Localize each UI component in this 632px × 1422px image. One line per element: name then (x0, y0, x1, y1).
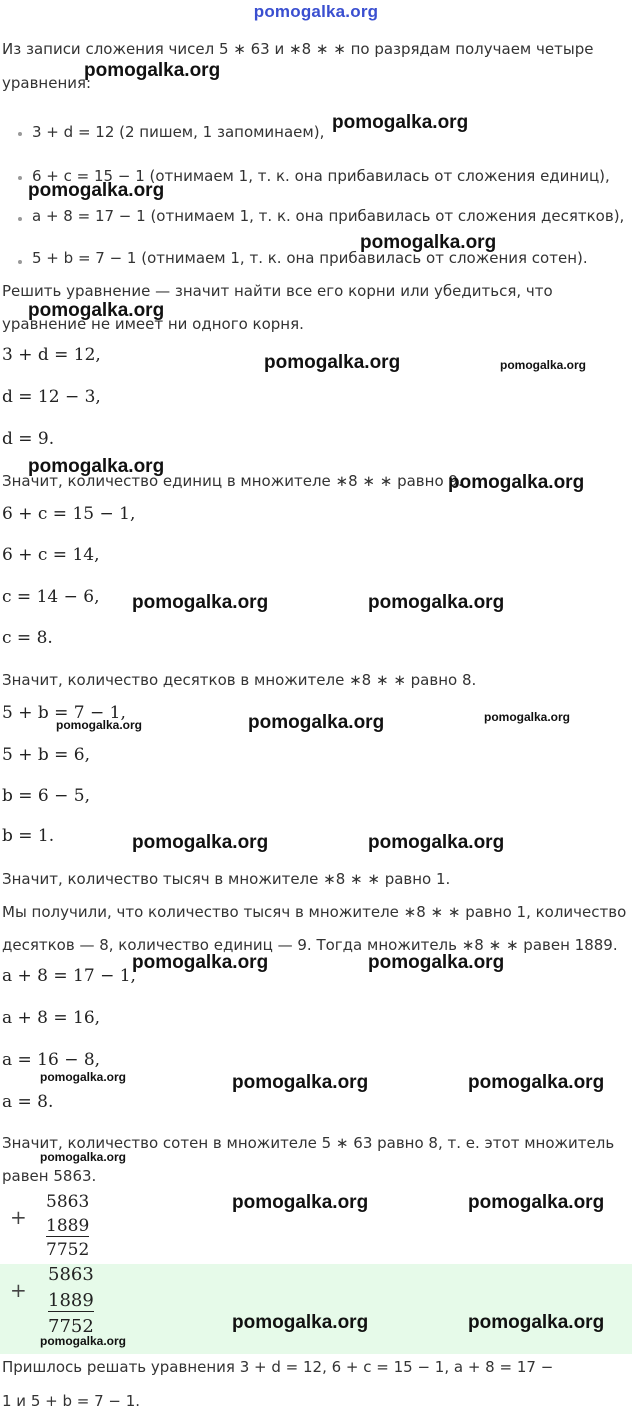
watermark: pomogalka.org (84, 60, 221, 81)
equation-line: 3 + d = 12, (2, 345, 101, 365)
watermark: pomogalka.org (468, 1192, 605, 1213)
bullet-item: 5 + b = 7 − 1 (отнимаем 1, т. к. она прибавилась от сложения сотен). (32, 249, 588, 267)
equation-line: 5 + b = 7 − 1, (2, 703, 126, 723)
equation-line: b = 6 − 5, (2, 786, 91, 806)
addend-2: 1889 (48, 1290, 94, 1311)
watermark: pomogalka.org (368, 592, 505, 613)
conclusion-c: Значит, количество десятков в множителе ∗8 ∗ ∗ равно 8. (2, 671, 477, 689)
equation-line: d = 9. (2, 429, 55, 449)
watermark: pomogalka.org (484, 710, 571, 724)
watermark: pomogalka.org (500, 358, 587, 372)
watermark: pomogalka.org (368, 832, 505, 853)
watermark: pomogalka.org (232, 1192, 369, 1213)
bullet-item: a + 8 = 17 − 1 (отнимаем 1, т. к. она прибавилась от сложения десятков), (32, 207, 625, 225)
equation-line: b = 1. (2, 826, 55, 846)
equation-line: a = 16 − 8, (2, 1050, 101, 1070)
site-watermark-header: pomogalka.org (253, 2, 379, 21)
equation-line: 6 + c = 15 − 1, (2, 504, 136, 524)
watermark: pomogalka.org (360, 232, 497, 253)
watermark: pomogalka.org (132, 592, 269, 613)
intro-line-1: Из записи сложения чисел 5 ∗ 63 и ∗8 ∗ ∗ по разрядам получаем четыре (2, 40, 594, 58)
equation-line: 5 + b = 6, (2, 745, 91, 765)
watermark: pomogalka.org (232, 1312, 369, 1333)
bullet-dot (18, 217, 22, 221)
watermark: pomogalka.org (264, 352, 401, 373)
conclusion-a-line-2: равен 5863. (2, 1167, 97, 1185)
conclusion-b: Значит, количество тысяч в множителе ∗8 ∗ ∗ равно 1. (2, 870, 451, 888)
bullet-dot (18, 176, 22, 180)
equation-line: a + 8 = 16, (2, 1008, 101, 1028)
watermark: pomogalka.org (332, 112, 469, 133)
watermark: pomogalka.org (28, 456, 165, 477)
watermark: pomogalka.org (28, 180, 165, 201)
equation-line: d = 12 − 3, (2, 387, 101, 407)
watermark: pomogalka.org (448, 472, 585, 493)
watermark: pomogalka.org (248, 712, 385, 733)
addend-1: 5863 (48, 1264, 94, 1285)
intro-line-2: уравнения: (2, 74, 92, 92)
watermark: pomogalka.org (468, 1072, 605, 1093)
bullet-item: 3 + d = 12 (2 пишем, 1 запоминаем), (32, 123, 325, 141)
final-line-1: Пришлось решать уравнения 3 + d = 12, 6 + c = 15 − 1, a + 8 = 17 − (2, 1358, 554, 1376)
sum: 7752 (46, 1240, 90, 1260)
final-line-2: 1 и 5 + b = 7 − 1. (2, 1392, 141, 1410)
definition-line-2: уравнение не имеет ни одного корня. (2, 315, 304, 333)
equation-line: a = 8. (2, 1092, 54, 1112)
summary-line-2: десятков — 8, количество единиц — 9. Тогда множитель ∗8 ∗ ∗ равен 1889. (2, 936, 618, 954)
addend-2: 1889 (46, 1216, 90, 1236)
watermark: pomogalka.org (40, 1150, 127, 1164)
bullet-item: 6 + c = 15 − 1 (отнимаем 1, т. к. она прибавилась от сложения единиц), (32, 167, 610, 185)
watermark: pomogalka.org (232, 1072, 369, 1093)
conclusion-a-line-1: Значит, количество сотен в множителе 5 ∗ 63 равно 8, т. е. этот множитель (2, 1134, 615, 1152)
watermark: pomogalka.org (40, 1334, 127, 1348)
watermark: pomogalka.org (132, 952, 269, 973)
addend-1: 5863 (46, 1192, 90, 1212)
plus-sign: + (10, 1205, 27, 1229)
conclusion-d: Значит, количество единиц в множителе ∗8 ∗ ∗ равно 9. (2, 472, 463, 490)
summary-line-1: Мы получили, что количество тысяч в множителе ∗8 ∗ ∗ равно 1, количество (2, 903, 627, 921)
watermark: pomogalka.org (132, 832, 269, 853)
watermark: pomogalka.org (56, 718, 143, 732)
watermark: pomogalka.org (40, 1070, 127, 1084)
equation-line: c = 14 − 6, (2, 587, 100, 607)
sum: 7752 (48, 1316, 94, 1337)
definition-line-1: Решить уравнение — значит найти все его корни или убедиться, что (2, 282, 553, 300)
watermark: pomogalka.org (28, 300, 165, 321)
equation-line: c = 8. (2, 628, 53, 648)
equation-line: a + 8 = 17 − 1, (2, 966, 136, 986)
watermark: pomogalka.org (368, 952, 505, 973)
bullet-dot (18, 260, 22, 264)
bullet-dot (18, 132, 22, 136)
plus-sign: + (10, 1278, 27, 1302)
watermark: pomogalka.org (468, 1312, 605, 1333)
equation-line: 6 + c = 14, (2, 545, 100, 565)
